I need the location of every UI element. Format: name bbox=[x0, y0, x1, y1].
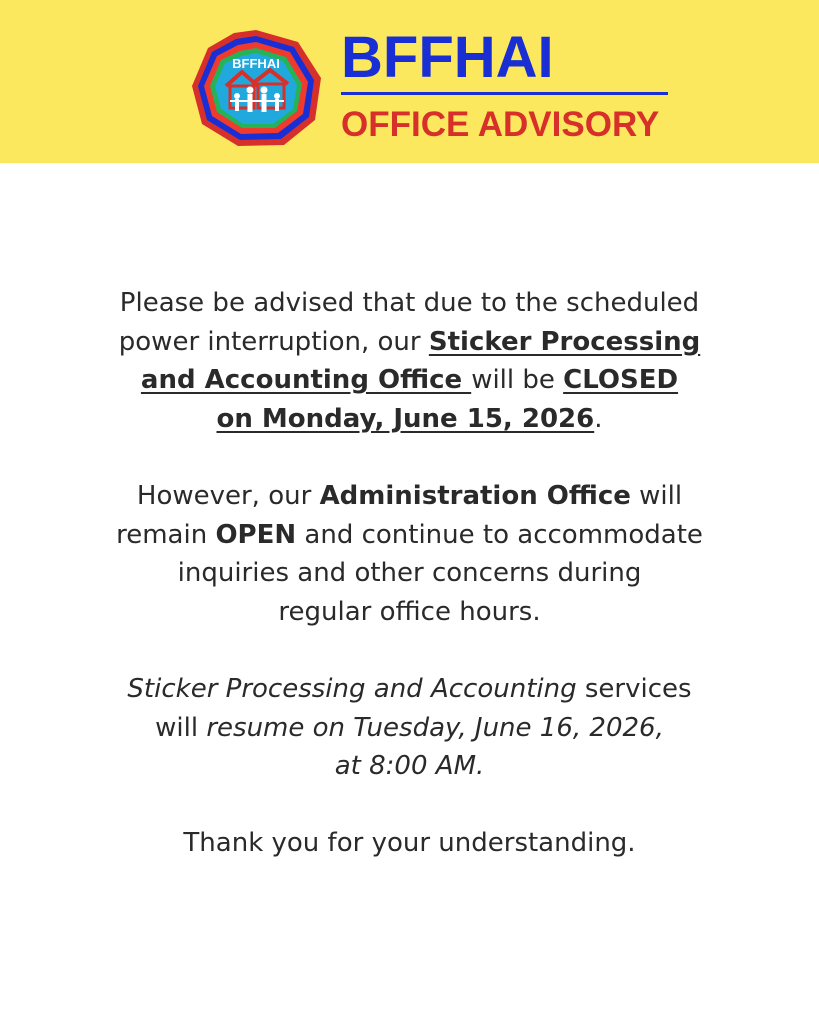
header-banner bbox=[0, 0, 819, 163]
bffhai-logo bbox=[190, 28, 323, 148]
resume-paragraph bbox=[60, 670, 759, 786]
p2-text: inquiries and other concerns during bbox=[177, 558, 642, 588]
p2-text: remain bbox=[116, 519, 216, 550]
closed-status: CLOSED bbox=[563, 365, 679, 395]
admin-open-paragraph bbox=[60, 477, 759, 631]
p1-period: . bbox=[594, 403, 603, 434]
brand-underline bbox=[341, 92, 668, 95]
p3-text: will bbox=[155, 712, 207, 743]
p2-text: and continue to accommodate bbox=[296, 519, 703, 550]
closure-date: on Monday, June 15, 2026 bbox=[216, 403, 595, 434]
p3-text: services bbox=[576, 674, 692, 704]
resume-date: resume on Tuesday, June 16, 2026, bbox=[206, 712, 664, 743]
p1-office-name-a: Sticker Processing bbox=[428, 326, 701, 357]
advisory-title: OFFICE ADVISORY bbox=[341, 105, 660, 144]
logo-text: BFFHAI bbox=[232, 56, 280, 71]
open-status: OPEN bbox=[215, 519, 297, 550]
p2-text: will bbox=[630, 481, 683, 511]
brand-name: BFFHAI bbox=[341, 25, 554, 90]
thanks-paragraph bbox=[60, 824, 759, 863]
p1-text: power interruption, our bbox=[118, 326, 429, 357]
p1-office-name-b: and Accounting Office bbox=[140, 365, 472, 395]
resume-time: at 8:00 AM. bbox=[334, 751, 485, 781]
p1-text: will be bbox=[471, 365, 564, 395]
p2-text: However, our bbox=[136, 481, 320, 511]
closure-paragraph bbox=[60, 284, 759, 438]
thank-you-text: Thank you for your understanding. bbox=[183, 828, 636, 858]
p1-line1: Please be advised that due to the scheduled bbox=[119, 288, 700, 318]
p2-text: regular office hours. bbox=[278, 596, 541, 627]
p3-services-name: Sticker Processing and Accounting bbox=[127, 674, 577, 704]
admin-office-name: Administration Office bbox=[319, 481, 631, 511]
